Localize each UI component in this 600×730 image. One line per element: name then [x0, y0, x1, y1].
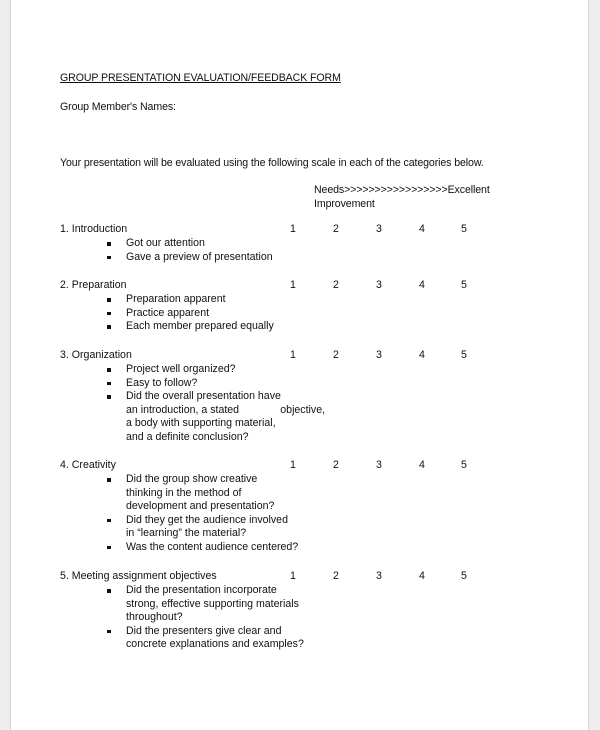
criteria-item	[107, 390, 325, 444]
rating-3: 3	[376, 279, 382, 291]
criteria-item	[107, 377, 325, 391]
rating-2: 2	[333, 459, 339, 471]
rating-1: 1	[290, 570, 296, 582]
criteria-line: Was the content audience centered?	[126, 540, 299, 553]
criteria-line: Each member prepared equally	[126, 320, 274, 332]
rating-4: 4	[419, 570, 425, 582]
section-title: 4. Creativity	[60, 459, 116, 471]
bullet-square-icon	[107, 325, 111, 329]
criteria-line: concrete explanations and examples?	[126, 638, 304, 650]
rating-4: 4	[419, 459, 425, 471]
rating-2: 2	[333, 279, 339, 291]
criteria-line: a body with supporting material,	[126, 417, 276, 429]
section-title: 5. Meeting assignment objectives	[60, 570, 217, 582]
criteria-line: strong, effective supporting materials	[126, 597, 299, 610]
bullet-square-icon	[107, 256, 111, 260]
form-title: GROUP PRESENTATION EVALUATION/FEEDBACK FORM	[60, 72, 341, 84]
rating-5: 5	[461, 279, 467, 291]
bullet-square-icon	[107, 242, 111, 246]
scale-intro-text: Your presentation will be evaluated using the following scale in each of the categories below.	[60, 157, 484, 169]
criteria-line: Did the presenters give clear and	[126, 624, 282, 637]
criteria-item	[107, 625, 304, 652]
criteria-line: Did the group show creative	[126, 473, 258, 485]
criteria-line: Did the overall presentation have	[126, 390, 281, 402]
criteria-line: Easy to follow?	[126, 376, 198, 389]
rating-2: 2	[333, 223, 339, 235]
section-title: 3. Organization	[60, 349, 132, 361]
rating-3: 3	[376, 349, 382, 361]
criteria-line: Gave a preview of presentation	[126, 250, 273, 263]
bullet-square-icon	[107, 312, 111, 316]
criteria-list	[107, 293, 274, 334]
bullet-square-icon	[107, 298, 111, 302]
document-page	[11, 0, 588, 730]
criteria-item	[107, 293, 274, 307]
rating-1: 1	[290, 459, 296, 471]
rating-2: 2	[333, 570, 339, 582]
rating-4: 4	[419, 349, 425, 361]
bullet-square-icon	[107, 478, 111, 482]
criteria-item	[107, 363, 325, 377]
criteria-line: Did they get the audience involved	[126, 513, 288, 526]
criteria-item	[107, 251, 273, 265]
scale-header-line-1: Needs>>>>>>>>>>>>>>>>>Excellent	[314, 184, 490, 196]
rating-5: 5	[461, 223, 467, 235]
criteria-line: Did the presentation incorporate	[126, 584, 277, 596]
bullet-square-icon	[107, 546, 111, 550]
bullet-square-icon	[107, 519, 111, 523]
criteria-item	[107, 514, 298, 541]
bullet-square-icon	[107, 368, 111, 372]
criteria-line: development and presentation?	[126, 500, 275, 512]
criteria-list	[107, 363, 325, 444]
criteria-list	[107, 584, 304, 652]
rating-5: 5	[461, 459, 467, 471]
criteria-item	[107, 307, 274, 321]
section-title: 2. Preparation	[60, 279, 127, 291]
criteria-line: and a definite conclusion?	[126, 430, 249, 443]
criteria-item	[107, 320, 274, 334]
section-title: 1. Introduction	[60, 223, 128, 235]
scale-header-line-2: Improvement	[314, 197, 375, 210]
rating-2: 2	[333, 349, 339, 361]
rating-1: 1	[290, 223, 296, 235]
group-members-label: Group Member's Names:	[60, 101, 176, 113]
bullet-square-icon	[107, 630, 111, 634]
rating-5: 5	[461, 570, 467, 582]
criteria-list	[107, 473, 298, 554]
rating-4: 4	[419, 279, 425, 291]
scale-header	[314, 184, 490, 211]
criteria-item	[107, 541, 298, 555]
criteria-line: Project well organized?	[126, 363, 236, 375]
criteria-line: throughout?	[126, 611, 183, 623]
criteria-line: Preparation apparent	[126, 293, 226, 305]
criteria-line: in “learning” the material?	[126, 527, 247, 539]
rating-3: 3	[376, 570, 382, 582]
bullet-square-icon	[107, 589, 111, 593]
rating-1: 1	[290, 279, 296, 291]
criteria-line: thinking in the method of	[126, 486, 242, 499]
criteria-item	[107, 237, 273, 251]
bullet-square-icon	[107, 382, 111, 386]
criteria-list	[107, 237, 273, 264]
criteria-line: Got our attention	[126, 237, 205, 249]
criteria-item	[107, 473, 298, 514]
rating-4: 4	[419, 223, 425, 235]
rating-5: 5	[461, 349, 467, 361]
bullet-square-icon	[107, 395, 111, 399]
rating-3: 3	[376, 223, 382, 235]
rating-3: 3	[376, 459, 382, 471]
criteria-line: Practice apparent	[126, 306, 210, 319]
criteria-item	[107, 584, 304, 625]
rating-1: 1	[290, 349, 296, 361]
criteria-line: an introduction, a stated objective,	[126, 403, 326, 416]
